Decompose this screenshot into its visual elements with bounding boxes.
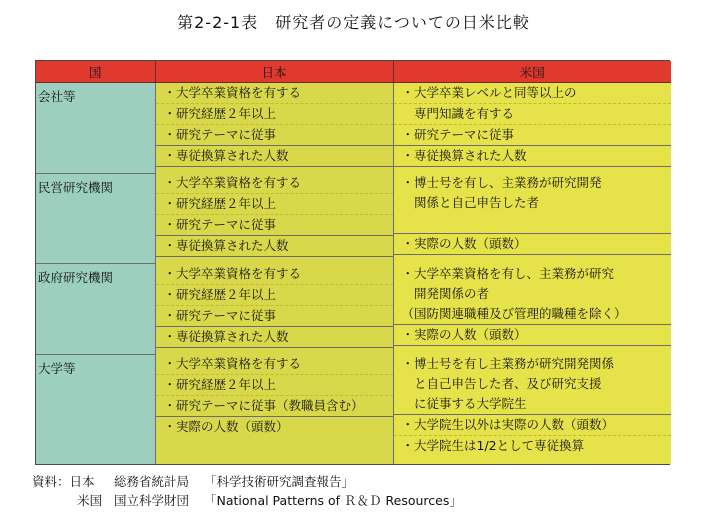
source-label: 資料：日本 [32, 474, 95, 489]
japan-cell [155, 173, 393, 263]
category-cell: 大学等 [36, 354, 155, 464]
usa-line [394, 213, 672, 234]
japan-line: ・専従換算された人数 [156, 146, 393, 167]
japan-line: ・専従換算された人数 [156, 236, 393, 257]
japan-line: ・実際の人数（頭数） [163, 419, 289, 435]
japan-cell [155, 83, 393, 174]
usa-line: に従事する大学院生 [394, 394, 672, 415]
category-cell: 会社等 [36, 83, 155, 174]
source-note [32, 472, 462, 510]
usa-cell [393, 173, 671, 263]
japan-line: ・研究経歴２年以上 [156, 375, 393, 396]
usa-line: （国防関連職種及び管理的職種を除く） [394, 304, 672, 325]
header-country: 国 [36, 61, 155, 83]
usa-line: 開発関係の者 [401, 285, 490, 301]
source-japan-title: 「科学技術研究調査報告」 [204, 474, 355, 489]
usa-line: ・実際の人数（頭数） [394, 325, 672, 346]
japan-line: ・大学卒業資格を有する [156, 354, 393, 375]
japan-line: ・研究テーマに従事（教職員含む） [156, 396, 393, 417]
source-usa-label [32, 491, 114, 510]
source-japan [32, 472, 462, 491]
usa-line: ・博士号を有し、主業務が研究開発 [401, 175, 602, 191]
japan-line: ・大学卒業資格を有する [156, 264, 393, 285]
usa-cell [393, 264, 671, 354]
japan-line: ・大学卒業資格を有する [156, 83, 393, 104]
comparison-table [35, 60, 670, 465]
japan-line: ・研究経歴２年以上 [156, 104, 393, 125]
table-row [36, 173, 671, 263]
usa-cell [393, 354, 671, 464]
category-cell: 政府研究機関 [36, 264, 155, 354]
source-usa-title: 「National Patterns of Ｒ＆Ｄ Resources」 [204, 493, 462, 508]
usa-cell [393, 83, 671, 174]
japan-cell [155, 354, 393, 464]
usa-line: ・実際の人数（頭数） [394, 234, 672, 255]
japan-line: ・専従換算された人数 [156, 327, 393, 348]
usa-line: ・大学卒業レベルと同等以上の [394, 83, 672, 104]
japan-line: ・研究経歴２年以上 [156, 285, 393, 306]
table-row [36, 264, 671, 354]
usa-line: ・大学院生は1/2として専従換算 [401, 438, 585, 454]
usa-line: ・大学院生以外は実際の人数（頭数） [394, 415, 672, 436]
japan-line: ・大学卒業資格を有する [156, 173, 393, 194]
japan-line: ・研究経歴２年以上 [156, 194, 393, 215]
usa-line: ・研究テーマに従事 [394, 125, 672, 146]
table-row [36, 83, 671, 174]
usa-line: ・博士号を有し主業務が研究開発関係 [401, 356, 615, 372]
usa-line: ・大学卒業資格を有し、主業務が研究 [401, 265, 615, 281]
usa-label-text: 米国 [77, 493, 103, 508]
table-title: 第2-2-1表 研究者の定義についての日米比較 [177, 13, 530, 32]
japan-line: ・研究テーマに従事 [156, 215, 393, 236]
japan-cell [155, 264, 393, 354]
header-usa: 米国 [393, 61, 671, 83]
source-usa [32, 491, 462, 510]
usa-line: 専門知識を有する [394, 104, 672, 125]
japan-line: ・研究テーマに従事 [156, 306, 393, 327]
source-japan-org: 総務省統計局 [114, 474, 190, 489]
japan-line: ・研究テーマに従事 [156, 125, 393, 146]
usa-line: と自己申告した者、及び研究支援 [401, 376, 602, 392]
source-usa-org: 国立科学財団 [114, 493, 190, 508]
category-cell: 民営研究機関 [36, 173, 155, 263]
usa-line: 関係と自己申告した者 [401, 195, 540, 211]
usa-line: ・専従換算された人数 [394, 146, 672, 167]
table-row [36, 354, 671, 464]
header-japan: 日本 [155, 61, 393, 83]
